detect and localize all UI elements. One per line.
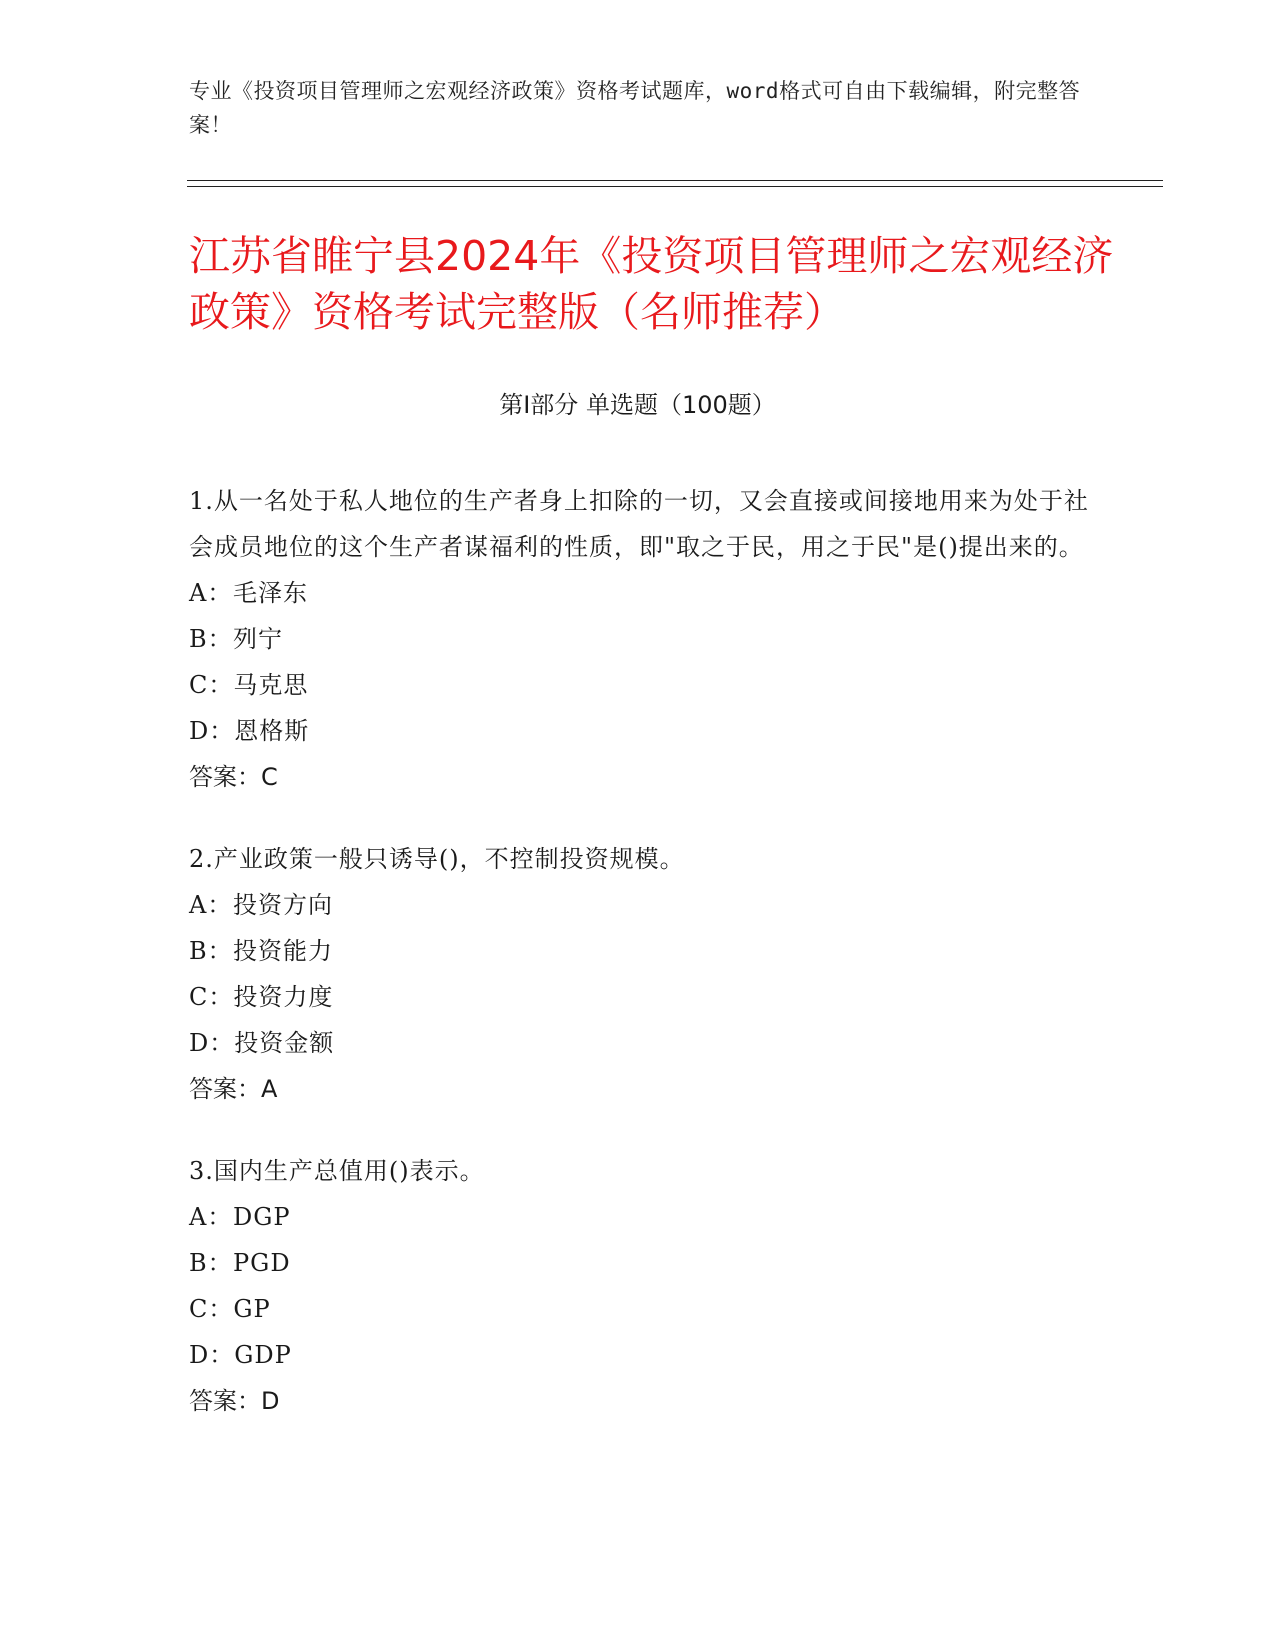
option-d — [189, 708, 1089, 754]
answer-line — [189, 1378, 1089, 1424]
answer-label: 答案： — [189, 1387, 261, 1415]
option-text: 马克思 — [233, 671, 309, 699]
section-heading: 第I部分 单选题（100题） — [499, 391, 776, 419]
option-text: 投资力度 — [233, 983, 334, 1011]
header-divider-top — [187, 180, 1163, 181]
option-letter: A： — [189, 579, 233, 607]
question-3 — [189, 1148, 1089, 1424]
option-d — [189, 1332, 1089, 1378]
option-a — [189, 1194, 1089, 1240]
option-d — [189, 1020, 1089, 1066]
option-text: 毛泽东 — [233, 579, 308, 607]
option-text: 投资能力 — [233, 937, 333, 965]
answer-label: 答案： — [189, 1075, 261, 1103]
question-1 — [189, 478, 1089, 800]
option-letter: D： — [189, 1341, 235, 1369]
question-list — [189, 478, 1089, 1460]
question-stem: 3.国内生产总值用()表示。 — [189, 1157, 485, 1185]
option-letter: B： — [189, 625, 233, 653]
option-text: PGD — [233, 1249, 291, 1277]
question-2 — [189, 836, 1089, 1112]
answer-value: C — [261, 763, 278, 791]
answer-line — [189, 754, 1089, 800]
option-text: GDP — [234, 1341, 292, 1369]
option-text: 投资方向 — [233, 891, 333, 919]
header-divider-bottom — [187, 186, 1163, 187]
option-letter: D： — [189, 717, 235, 745]
option-b — [189, 928, 1089, 974]
option-text: 列宁 — [233, 625, 283, 653]
option-letter: C： — [189, 983, 234, 1011]
option-c — [189, 662, 1089, 708]
option-letter: B： — [189, 1249, 233, 1277]
option-a — [189, 570, 1089, 616]
option-letter: C： — [189, 1295, 234, 1323]
option-text: GP — [233, 1295, 271, 1323]
option-text: DGP — [233, 1203, 291, 1231]
option-letter: A： — [189, 1203, 233, 1231]
option-b — [189, 616, 1089, 662]
option-letter: B： — [189, 937, 233, 965]
option-c — [189, 974, 1089, 1020]
option-b — [189, 1240, 1089, 1286]
question-stem: 2.产业政策一般只诱导()，不控制投资规模。 — [189, 845, 685, 873]
answer-label: 答案： — [189, 763, 261, 791]
document-title: 江苏省睢宁县2024年《投资项目管理师之宏观经济政策》资格考试完整版（名师推荐） — [189, 232, 1114, 336]
option-letter: A： — [189, 891, 233, 919]
option-text: 投资金额 — [234, 1029, 335, 1057]
question-stem: 1.从一名处于私人地位的生产者身上扣除的一切，又会直接或间接地用来为处于社会成员地位的这个生产者谋福利的性质，即"取之于民，用之于民"是()提出来的。 — [189, 487, 1089, 561]
header-note: 专业《投资项目管理师之宏观经济政策》资格考试题库，word格式可自由下载编辑，附完整答案！ — [189, 79, 1081, 137]
option-letter: C： — [189, 671, 234, 699]
answer-value: A — [261, 1075, 278, 1103]
option-text: 恩格斯 — [234, 717, 310, 745]
option-letter: D： — [189, 1029, 235, 1057]
option-a — [189, 882, 1089, 928]
answer-line — [189, 1066, 1089, 1112]
answer-value: D — [261, 1387, 280, 1415]
option-c — [189, 1286, 1089, 1332]
